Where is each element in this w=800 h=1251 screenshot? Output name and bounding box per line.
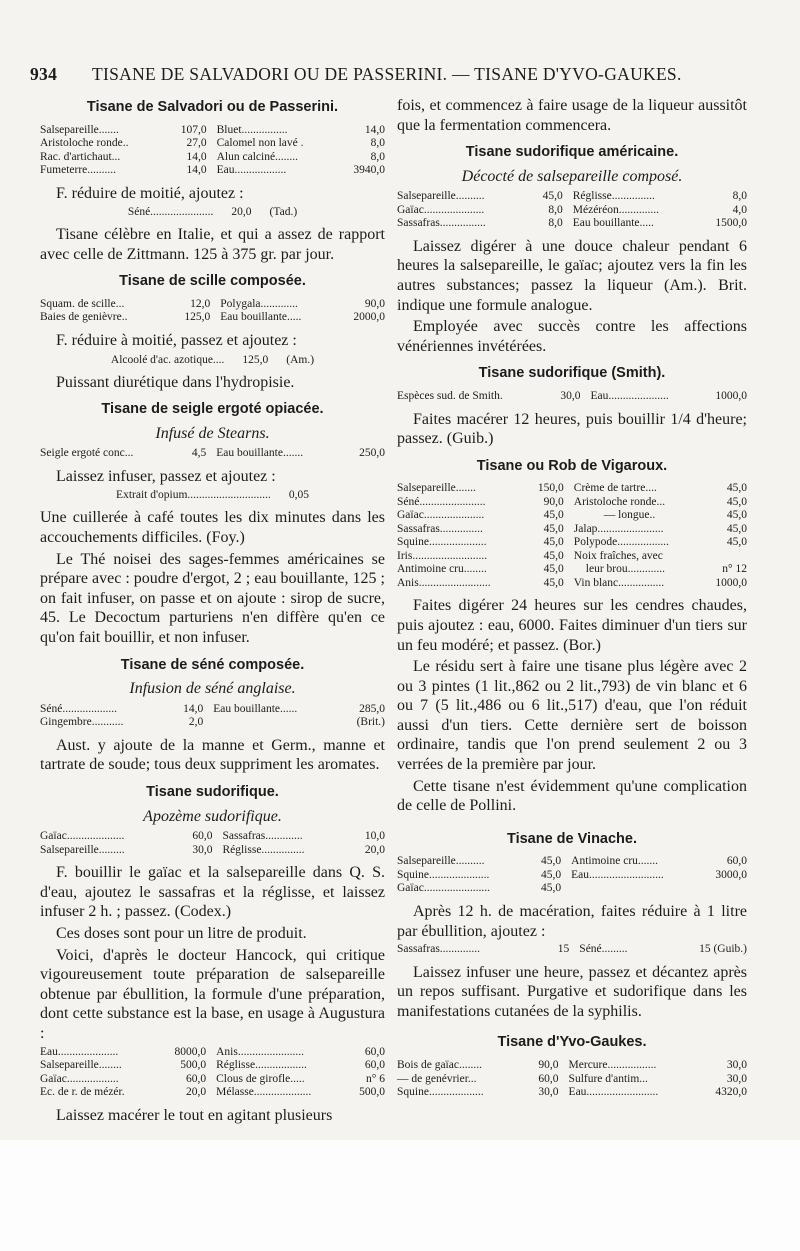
table-row: Salsepareille....... 150,0 Crème de tartre.... 45,0: [397, 482, 747, 495]
section-title: Tisane sudorifique américaine.: [465, 144, 679, 161]
paragraph: Le résidu sert à faire une tisane plus légère avec 2 ou 3 pintes (1 lit.,862 ou 2 lit.,793) de vin blanc et 6 ou 7 (5 lit.,486 ou 6 lit.,517) d'eau, que l'on réduit aussi d'un tiers. Cette dernière sert de boisson ordinaire, tandis que l'on prend seulement 2 ou 3 verrées de la première par jour.: [397, 658, 747, 774]
table-row: Antimoine cru........ 45,0 leur brou............. n° 12: [397, 563, 747, 576]
formula-table: [40, 298, 385, 325]
formula-table: [397, 1059, 747, 1100]
formula-line: Séné...................... 20,0 (Tad.): [127, 206, 298, 219]
paragraph: Le Thé noisei des sages-femmes américaines se prépare avec : poudre d'ergot, 2 ; eau bouillante, 125 ; on fait infuser, on passe et on ajoute : sirop de sucre, 45. Le Decoctum parturiens n'en diffère qu'en ce qu'on fait bouillir, et non infuser.: [40, 550, 385, 646]
section-title: Tisane ou Rob de Vigaroux.: [476, 457, 668, 474]
section-title: Tisane de seigle ergoté opiacée.: [101, 401, 324, 418]
paragraph: Faites macérer 12 heures, puis bouillir 1/4 d'heure; passez. (Guib.): [397, 410, 747, 448]
paragraph: Tisane célèbre en Italie, et qui a assez de rapport avec celle de Zittmann. 125 à 375 gr. par jour.: [40, 226, 385, 263]
formula-table: [397, 943, 747, 957]
table-row: Rac. d'artichaut... 14,0 Alun calciné........ 8,0: [40, 150, 385, 163]
paragraph: Ces doses sont pour un litre de produit.: [56, 924, 307, 942]
page-number: 934: [30, 64, 58, 84]
table-row: Salsepareille......... 30,0 Réglisse............... 20,0: [40, 843, 385, 856]
section-title: Tisane sudorifique (Smith).: [478, 365, 666, 382]
table-row: Gingembre........... 2,0 (Brit.): [40, 716, 385, 729]
formula-line: Alcoolé d'ac. azotique.... 125,0 (Am.): [110, 353, 315, 366]
paragraph: Aust. y ajoute de la manne et Germ., manne et tartrate de soude; tous deux suppriment les aromates.: [40, 736, 385, 774]
section-subtitle: Infusé de Stearns.: [155, 424, 270, 442]
formula-table: [40, 703, 385, 730]
paragraph: F. réduire de moitié, ajoutez :: [56, 184, 244, 202]
paragraph: Puissant diurétique dans l'hydropisie.: [56, 373, 295, 391]
table-row: Bois de gaïac........ 90,0 Mercure................. 30,0: [397, 1059, 747, 1071]
table-row: Gaïac....................... 45,0: [397, 882, 562, 895]
table-row: Salsepareille.......... 45,0 Antimoine cru....... 60,0: [397, 855, 747, 868]
table-row: Gaïac..................... 8,0 Mézéréon.............. 4,0: [397, 203, 747, 216]
paragraph: F. bouillir le gaïac et la salsepareille dans Q. S. d'eau, ajoutez le sassafras et la réglisse, et laissez infuser 2 h. ; passez. (Codex.): [40, 864, 385, 921]
left-column: [40, 96, 385, 1127]
paragraph: Laissez digérer à une douce chaleur pendant 6 heures la salsepareille, le gaïac; ajoutez vers la fin les autres substances; passez la liqueur (Am.). Brit. indique une formule analogue.: [397, 237, 747, 314]
formula-table: [397, 482, 747, 590]
table-row: Iris.......................... 45,0 Noix fraîches, avec: [397, 549, 663, 562]
table-row: Séné................... 14,0 Eau bouillante...... 285,0: [40, 702, 385, 715]
table-row: Squine................... 30,0 Eau......................... 4320,0: [397, 1086, 747, 1098]
paragraph: Laissez infuser une heure, passez et décantez après un repos suffisant. Purgative et sudorifique dans les manifestations cutanées de la syphilis.: [397, 963, 747, 1020]
table-row: Salsepareille.......... 45,0 Réglisse............... 8,0: [397, 190, 747, 203]
table-row: Gaïac..................... 45,0 — longue.. 45,0: [397, 509, 747, 522]
table-row: Séné....................... 90,0 Aristoloche ronde... 45,0: [397, 495, 747, 508]
running-title: TISANE DE SALVADORI OU DE PASSERINI. — TISANE D'YVO-GAUKES.: [92, 64, 682, 84]
section-title: Tisane d'Yvo-Gaukes.: [497, 1034, 647, 1051]
table-row: Squam. de scille... 12,0 Polygala............. 90,0: [40, 297, 385, 310]
table-row: Seigle ergoté conc... 4,5 Eau bouillante....... 250,0: [40, 447, 385, 460]
section-title: Tisane de scille composée.: [119, 273, 306, 290]
section-title: Tisane sudorifique.: [146, 783, 279, 800]
formula-table: [397, 855, 747, 896]
table-row: Squine..................... 45,0 Eau.......................... 3000,0: [397, 868, 747, 881]
table-row: Squine.................... 45,0 Polypode.................. 45,0: [397, 536, 747, 549]
formula-table: [40, 447, 385, 461]
running-header: [30, 64, 770, 88]
paragraph: F. réduire à moitié, passez et ajoutez :: [56, 331, 297, 349]
right-column: [397, 96, 747, 1106]
table-row: Gaïac.................... 60,0 Sassafras............. 10,0: [40, 830, 385, 843]
formula-table: [40, 124, 385, 178]
paragraph: Une cuillerée à café toutes les dix minutes dans les accouchements difficiles. (Foy.): [40, 509, 385, 547]
table-row: Fumeterre.......... 14,0 Eau.................. 3940,0: [40, 164, 385, 177]
section-title: Tisane de Vinache.: [506, 830, 638, 847]
section-title: Tisane de Salvadori ou de Passerini.: [86, 99, 339, 115]
section-subtitle: Infusion de séné anglaise.: [129, 680, 296, 698]
paragraph: Faites digérer 24 heures sur les cendres chaudes, puis ajoutez : eau, 6000. Faites diminuer d'un tiers sur un feu modéré; et passez. (Bor.): [397, 597, 747, 654]
table-row: Sassafras................ 8,0 Eau bouillante..... 1500,0: [397, 217, 747, 230]
table-row: Aristoloche ronde.. 27,0 Calomel non lavé . 8,0: [40, 137, 385, 150]
section-subtitle: Décocté de salsepareille composé.: [461, 167, 683, 185]
table-row: Gaïac.................. 60,0 Clous de girofle..... n° 6: [40, 1072, 385, 1085]
formula-line: Extrait d'opium............................. 0,05: [116, 489, 309, 502]
table-row: Baies de genièvre.. 125,0 Eau bouillante..... 2000,0: [40, 311, 385, 324]
table-row: Sassafras.............. 15 Séné......... 15 (Guib.): [397, 943, 747, 956]
paragraph: Voici, d'après le docteur Hancock, qui critique vigoureusement toute préparation de salsepareille obtenue par ébullition, la formule d'une préparation, dont cette substance est la base, en usage à Augustura :: [40, 946, 385, 1042]
formula-table: [397, 390, 747, 404]
paragraph: Cette tisane n'est évidemment qu'une complication de celle de Pollini.: [397, 777, 747, 815]
paragraph: Après 12 h. de macération, faites réduire à 1 litre par ébullition, ajoutez :: [397, 902, 747, 940]
formula-table: [397, 190, 747, 231]
table-row: — de genévrier... 60,0 Sulfure d'antim... 30,0: [397, 1072, 747, 1085]
paragraph: Laissez macérer le tout en agitant plusieurs: [56, 1106, 333, 1124]
table-row: Sassafras............... 45,0 Jalap....................... 45,0: [397, 522, 747, 535]
paragraph: Employée avec succès contre les affections vénériennes invétérées.: [397, 318, 747, 355]
table-row: Eau..................... 8000,0 Anis....................... 60,0: [40, 1045, 385, 1058]
page-margin: [0, 1140, 800, 1251]
table-row: Ec. de r. de mézér. 20,0 Mélasse.................... 500,0: [40, 1086, 385, 1098]
formula-table: [40, 830, 385, 857]
table-row: Anis......................... 45,0 Vin blanc................ 1000,0: [397, 576, 747, 589]
section-title: Tisane de séné composée.: [120, 656, 305, 673]
table-row: Salsepareille....... 107,0 Bluet................ 14,0: [40, 123, 385, 136]
formula-table: [40, 1046, 385, 1100]
paragraph: Laissez infuser, passez et ajoutez :: [56, 467, 276, 485]
table-row: Salsepareille........ 500,0 Réglisse.................. 60,0: [40, 1059, 385, 1071]
paragraph: fois, et commencez à faire usage de la liqueur aussitôt que la fermentation commencera.: [397, 97, 747, 134]
table-row: Espèces sud. de Smith. 30,0 Eau..................... 1000,0: [397, 390, 747, 403]
section-subtitle: Apozème sudorifique.: [143, 807, 282, 825]
